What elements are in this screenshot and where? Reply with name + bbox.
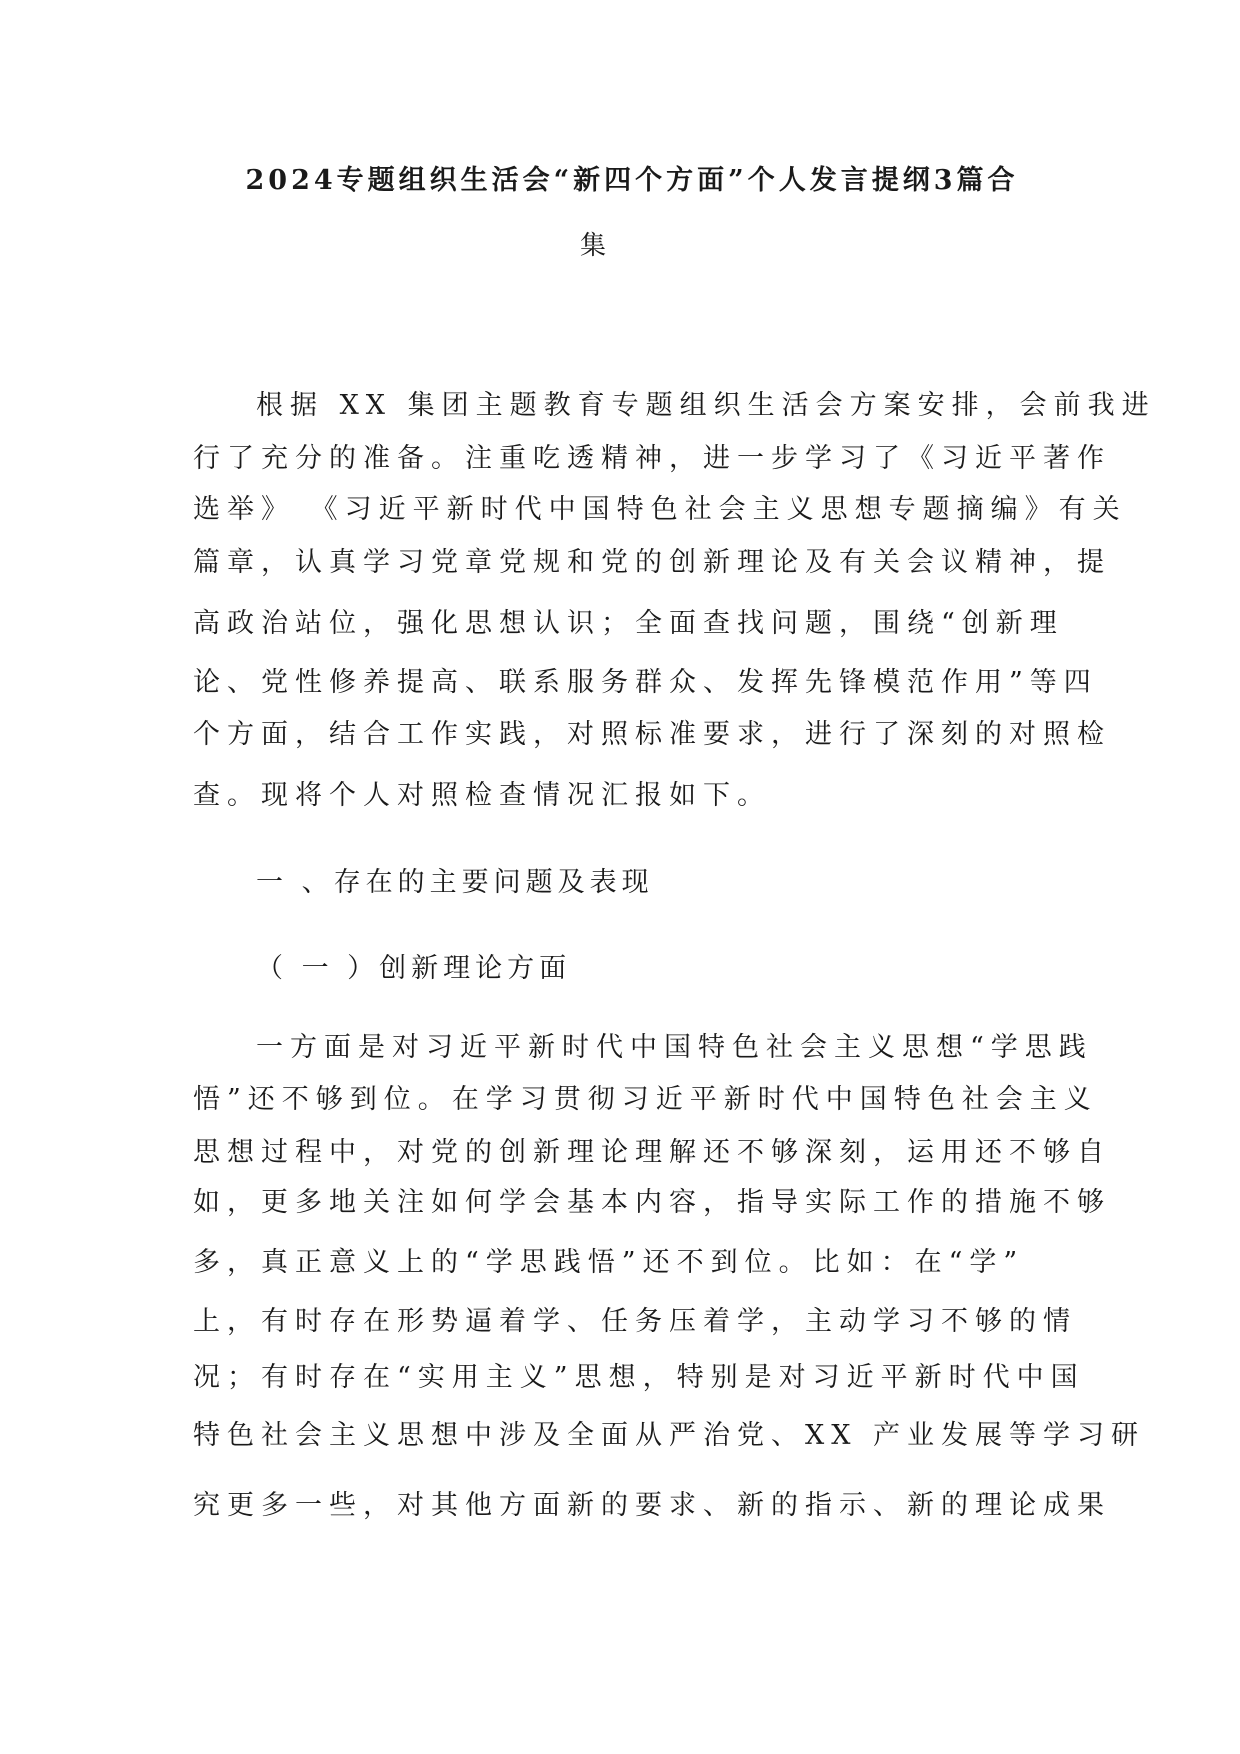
body-line: 多，真正意义上的“学思践悟”还不到位。比如：在“学” (193, 1247, 1025, 1278)
intro-line: 选举》 《习近平新时代中国特色社会主义思想专题摘编》有关 (193, 494, 1127, 525)
body-line: 况；有时存在“实用主义”思想，特别是对习近平新时代中国 (193, 1362, 1085, 1393)
intro-line: 行了充分的准备。注重吃透精神，进一步学习了《习近平著作 (193, 443, 1111, 474)
intro-line: 个方面，结合工作实践，对照标准要求，进行了深刻的对照检 (193, 719, 1111, 750)
body-line: 思想过程中，对党的创新理论理解还不够深刻，运用还不够自 (193, 1137, 1111, 1168)
body-line: 究更多一些，对其他方面新的要求、新的指示、新的理论成果 (193, 1490, 1111, 1521)
section-heading: 一 、存在的主要问题及表现 (256, 867, 654, 898)
intro-line: 查。现将个人对照检查情况汇报如下。 (193, 780, 771, 811)
body-line: 上，有时存在形势逼着学、任务压着学，主动学习不够的情 (193, 1306, 1077, 1337)
intro-line: 高政治站位，强化思想认识；全面查找问题，围绕“创新理 (193, 608, 1064, 639)
document-title-continuation: 集 (580, 231, 607, 261)
body-line: 一方面是对习近平新时代中国特色社会主义思想“学思践 (256, 1032, 1093, 1063)
intro-line: 论、党性修养提高、联系服务群众、发挥先锋模范作用”等四 (193, 667, 1098, 698)
body-line: 如，更多地关注如何学会基本内容，指导实际工作的措施不够 (193, 1187, 1111, 1218)
subsection-heading: （ 一 ）创新理论方面 (256, 953, 572, 984)
intro-line: 根据 XX 集团主题教育专题组织生活会方案安排，会前我进 (256, 390, 1156, 421)
document-title: 2024专题组织生活会“新四个方面”个人发言提纲3篇合 (245, 165, 1019, 196)
body-line: 特色社会主义思想中涉及全面从严治党、XX 产业发展等学习研 (193, 1420, 1146, 1451)
intro-line: 篇章，认真学习党章党规和党的创新理论及有关会议精神，提 (193, 547, 1111, 578)
body-line: 悟”还不够到位。在学习贯彻习近平新时代中国特色社会主义 (193, 1084, 1098, 1115)
